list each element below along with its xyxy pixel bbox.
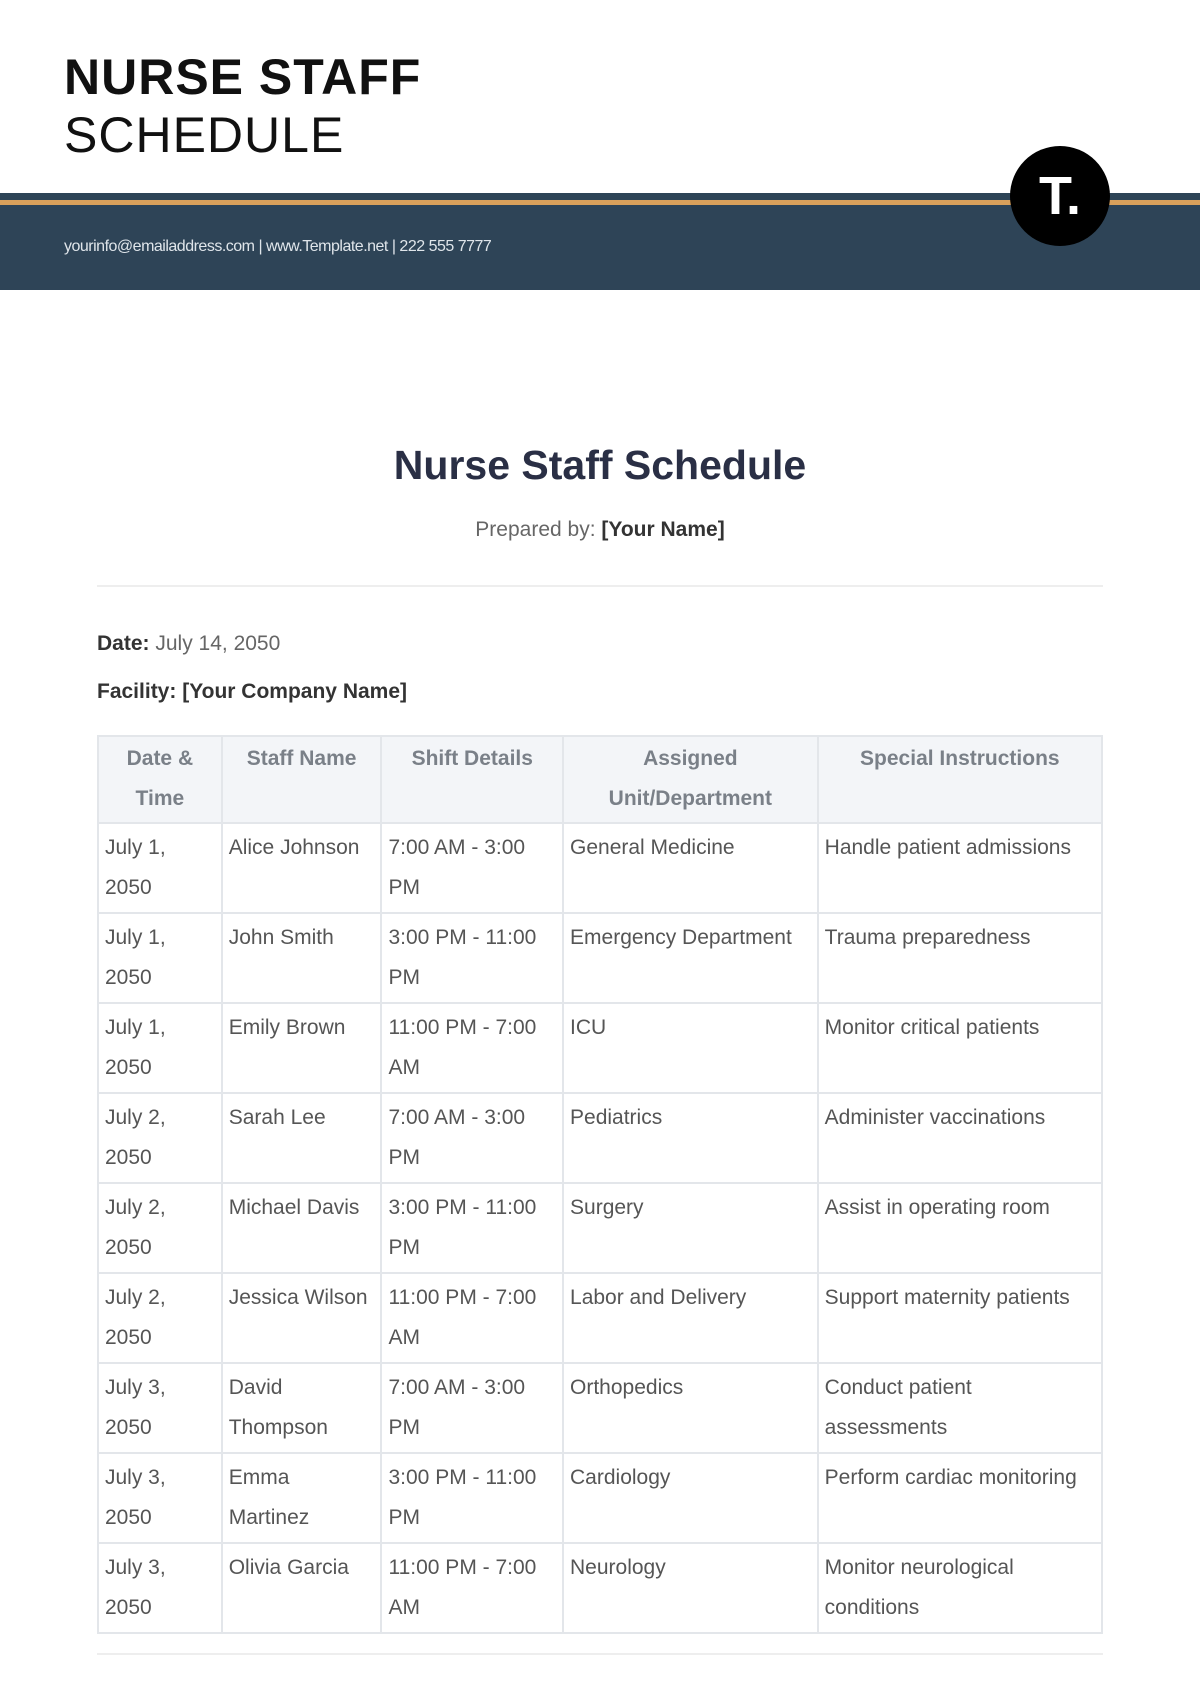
facility-line: [97, 680, 407, 704]
table-row: [98, 1003, 1102, 1093]
table-cell: Emma Martinez: [222, 1453, 382, 1543]
table-cell: Assist in operating room: [818, 1183, 1102, 1273]
schedule-table: [97, 735, 1103, 1634]
prepared-value: [Your Name]: [601, 518, 725, 541]
contact-info: yourinfo@emailaddress.com | www.Template.net | 222 555 7777: [64, 238, 492, 255]
table-cell: 3:00 PM - 11:00 PM: [381, 1453, 563, 1543]
table-header-row: [98, 736, 1102, 823]
table-cell: July 1, 2050: [98, 1003, 222, 1093]
brand-subtitle: SCHEDULE: [64, 107, 345, 163]
table-cell: Surgery: [563, 1183, 818, 1273]
table-cell: Trauma preparedness: [818, 913, 1102, 1003]
table-cell: July 3, 2050: [98, 1543, 222, 1633]
table-cell: July 2, 2050: [98, 1183, 222, 1273]
column-header: Date & Time: [98, 736, 222, 823]
date-line: [97, 632, 280, 656]
column-header: Special Instructions: [818, 736, 1102, 823]
prepared-by: [0, 518, 1200, 542]
table-cell: John Smith: [222, 913, 382, 1003]
brand-title: NURSE STAFF: [64, 49, 422, 105]
table-cell: Handle patient admissions: [818, 823, 1102, 913]
table-cell: Support maternity patients: [818, 1273, 1102, 1363]
table-cell: Conduct patient assessments: [818, 1363, 1102, 1453]
facility-label: Facility:: [97, 680, 177, 703]
prepared-label: Prepared by:: [475, 518, 596, 541]
table-cell: Labor and Delivery: [563, 1273, 818, 1363]
divider-bottom: [97, 1653, 1103, 1655]
table-cell: ICU: [563, 1003, 818, 1093]
table-cell: Monitor neurological conditions: [818, 1543, 1102, 1633]
table-cell: July 1, 2050: [98, 913, 222, 1003]
table-cell: 3:00 PM - 11:00 PM: [381, 913, 563, 1003]
logo-icon: T.: [1010, 146, 1110, 246]
divider: [97, 585, 1103, 587]
table-cell: Alice Johnson: [222, 823, 382, 913]
table-cell: July 2, 2050: [98, 1273, 222, 1363]
table-cell: Perform cardiac monitoring: [818, 1453, 1102, 1543]
table-cell: Administer vaccinations: [818, 1093, 1102, 1183]
table-cell: Emergency Department: [563, 913, 818, 1003]
table-cell: Cardiology: [563, 1453, 818, 1543]
table-cell: Jessica Wilson: [222, 1273, 382, 1363]
table-cell: 7:00 AM - 3:00 PM: [381, 1093, 563, 1183]
column-header: Assigned Unit/Department: [563, 736, 818, 823]
table-cell: 7:00 AM - 3:00 PM: [381, 823, 563, 913]
table-cell: Orthopedics: [563, 1363, 818, 1453]
table-cell: July 1, 2050: [98, 823, 222, 913]
table-cell: 3:00 PM - 11:00 PM: [381, 1183, 563, 1273]
table-cell: General Medicine: [563, 823, 818, 913]
table-row: [98, 1453, 1102, 1543]
table-cell: Emily Brown: [222, 1003, 382, 1093]
table-cell: 11:00 PM - 7:00 AM: [381, 1273, 563, 1363]
table-cell: July 3, 2050: [98, 1363, 222, 1453]
table-row: [98, 823, 1102, 913]
table-cell: Neurology: [563, 1543, 818, 1633]
table-cell: Pediatrics: [563, 1093, 818, 1183]
date-value: July 14, 2050: [155, 632, 281, 655]
table-row: [98, 1183, 1102, 1273]
table-cell: Olivia Garcia: [222, 1543, 382, 1633]
column-header: Staff Name: [222, 736, 382, 823]
facility-value: [Your Company Name]: [182, 680, 408, 703]
table-row: [98, 1363, 1102, 1453]
table-row: [98, 1273, 1102, 1363]
table-cell: July 2, 2050: [98, 1093, 222, 1183]
table-cell: 7:00 AM - 3:00 PM: [381, 1363, 563, 1453]
table-cell: David Thompson: [222, 1363, 382, 1453]
table-cell: Michael Davis: [222, 1183, 382, 1273]
table-row: [98, 1543, 1102, 1633]
table-cell: July 3, 2050: [98, 1453, 222, 1543]
table-cell: Sarah Lee: [222, 1093, 382, 1183]
table-cell: Monitor critical patients: [818, 1003, 1102, 1093]
column-header: Shift Details: [381, 736, 563, 823]
page-title: Nurse Staff Schedule: [393, 442, 807, 488]
date-label: Date:: [97, 632, 150, 655]
table-cell: 11:00 PM - 7:00 AM: [381, 1003, 563, 1093]
table-row: [98, 1093, 1102, 1183]
table-row: [98, 913, 1102, 1003]
table-cell: 11:00 PM - 7:00 AM: [381, 1543, 563, 1633]
